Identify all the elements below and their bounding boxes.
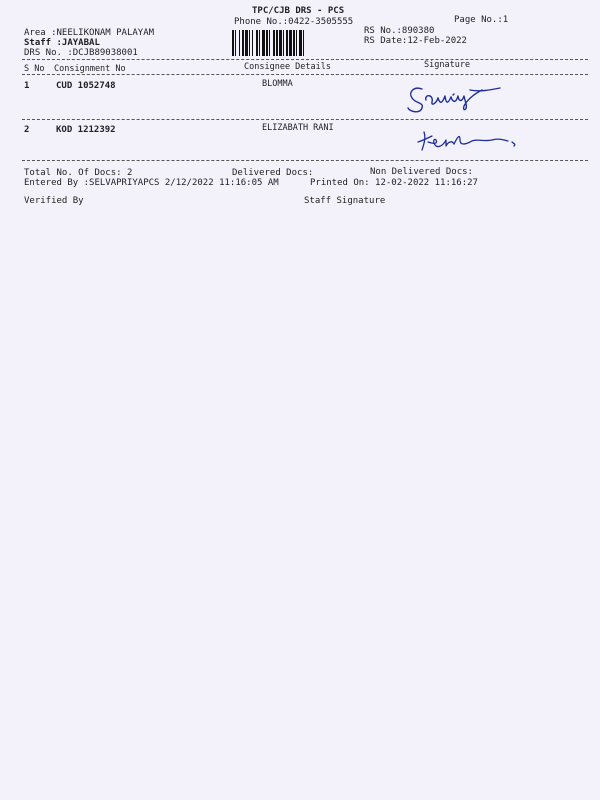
staff-label: Staff :JAYABAL <box>24 38 100 48</box>
divider <box>22 59 588 60</box>
report-title: TPC/CJB DRS - PCS <box>252 6 345 16</box>
printed-on: Printed On: 12-02-2022 11:16:27 <box>310 178 478 188</box>
rs-number: RS No.:890380 <box>364 26 435 36</box>
divider <box>22 119 588 120</box>
phone-number: Phone No.:0422-3505555 <box>234 17 354 27</box>
drs-number: DRS No. :DCJB89038001 <box>24 48 138 58</box>
recipient-signature <box>414 128 524 154</box>
row-sno: 2 <box>24 125 30 135</box>
row-consignee: BLOMMA <box>262 79 293 89</box>
divider <box>22 74 588 75</box>
recipient-signature <box>404 80 504 116</box>
entered-by: Entered By :SELVAPRIYAPCS 2/12/2022 11:16:05 AM <box>24 178 279 188</box>
staff-signature-label: Staff Signature <box>304 196 386 206</box>
row-sno: 1 <box>24 81 30 91</box>
total-docs: Total No. Of Docs: 2 <box>24 168 133 178</box>
col-sno: S No <box>24 64 45 74</box>
barcode <box>232 30 356 56</box>
row-consignee: ELIZABATH RANI <box>262 123 334 133</box>
non-delivered-docs: Non Delivered Docs: <box>370 167 473 177</box>
verified-by: Verified By <box>24 196 84 206</box>
rs-date: RS Date:12-Feb-2022 <box>364 36 467 46</box>
row-consignment: CUD 1052748 <box>56 81 116 91</box>
row-consignment: KOD 1212392 <box>56 125 116 135</box>
col-consignee: Consignee Details <box>244 62 331 72</box>
col-consignment: Consignment No <box>54 64 126 74</box>
col-signature: Signature <box>424 60 471 70</box>
area-label: Area :NEELIKONAM PALAYAM <box>24 28 155 38</box>
divider <box>22 160 588 161</box>
delivered-docs: Delivered Docs: <box>232 168 314 178</box>
page-number: Page No.:1 <box>454 15 509 25</box>
